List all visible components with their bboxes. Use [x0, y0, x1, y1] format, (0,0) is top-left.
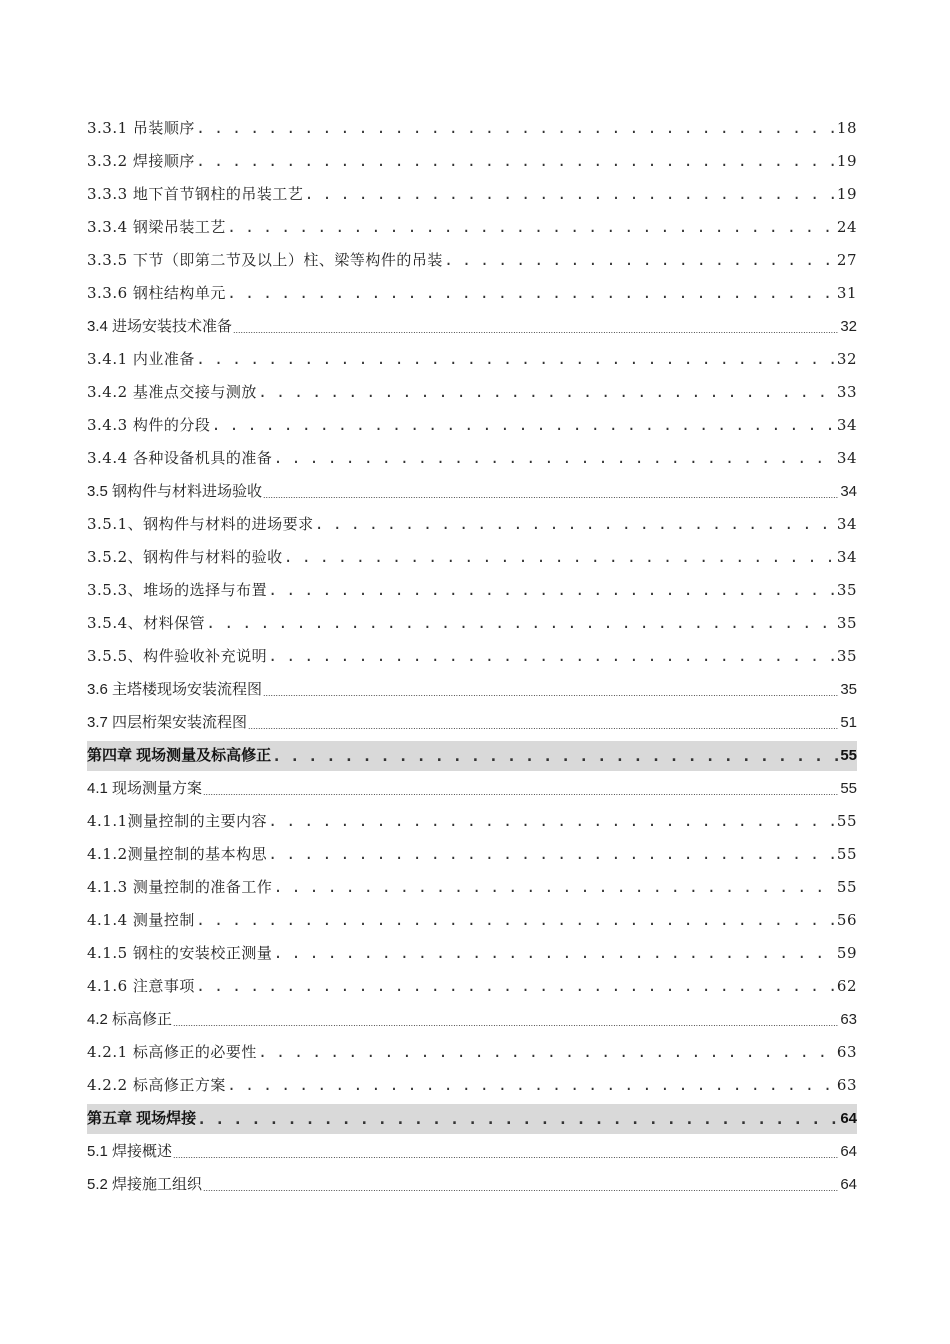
- dot-leader: [268, 805, 835, 838]
- toc-entry[interactable]: [87, 277, 857, 310]
- toc-entry-title: 3.3.6 钢柱结构单元: [87, 284, 226, 302]
- toc-entry-title: 3.3.4 钢梁吊装工艺: [87, 218, 226, 236]
- toc-entry[interactable]: [87, 178, 857, 211]
- toc-entry-title: 3.5.4、材料保管: [87, 614, 206, 632]
- toc-entry-title: 4.1.4 测量控制: [87, 911, 195, 929]
- dot-leader: [315, 508, 835, 541]
- toc-entry-page-number: 35: [836, 647, 857, 665]
- toc-entry[interactable]: [87, 211, 857, 244]
- toc-entry-title: 3.4.3 构件的分段: [87, 416, 211, 434]
- dot-leader: [203, 779, 838, 805]
- toc-entry-page-number: 56: [836, 911, 857, 929]
- dot-leader: [196, 112, 835, 145]
- toc-entry-title: 4.1.2测量控制的基本构思: [87, 845, 268, 863]
- dot-leader: [227, 211, 835, 244]
- toc-entry[interactable]: [87, 1036, 857, 1069]
- dot-leader: [248, 713, 838, 739]
- toc-entry-title: 3.5.5、构件验收补充说明: [87, 647, 268, 665]
- toc-entry[interactable]: [87, 904, 857, 937]
- toc-entry-title: 4.1 现场测量方案: [87, 780, 203, 797]
- toc-entry-title: 3.3.2 焊接顺序: [87, 152, 195, 170]
- toc-entry-page-number: 33: [836, 383, 857, 401]
- toc-entry-page-number: 27: [836, 251, 857, 269]
- toc-entry-title: 3.3.5 下节（即第二节及以上）柱、梁等构件的吊装: [87, 251, 443, 269]
- toc-entry-title: 3.4.2 基准点交接与测放: [87, 383, 257, 401]
- toc-entry[interactable]: [87, 442, 857, 475]
- dot-leader: [196, 343, 835, 376]
- toc-entry[interactable]: [87, 970, 857, 1003]
- toc-entry-title: 第四章 现场测量及标高修正: [87, 747, 272, 764]
- toc-entry-title: 3.6 主塔楼现场安装流程图: [87, 681, 263, 698]
- toc-entry[interactable]: [87, 574, 857, 607]
- toc-entry-title: 4.1.6 注意事项: [87, 977, 195, 995]
- dot-leader: [268, 574, 835, 607]
- toc-entry[interactable]: [87, 706, 857, 739]
- toc-entry-page-number: 34: [836, 515, 857, 533]
- dot-leader: [206, 607, 835, 640]
- toc-entry-page-number: 19: [836, 152, 857, 170]
- toc-entry[interactable]: [87, 1135, 857, 1168]
- toc-entry-page-number: 31: [836, 284, 857, 302]
- toc-entry-page-number: 35: [836, 614, 857, 632]
- toc-entry-title: 4.1.1测量控制的主要内容: [87, 812, 268, 830]
- toc-entry-title: 3.7 四层桁架安装流程图: [87, 714, 248, 731]
- dot-leader: [233, 317, 838, 343]
- toc-entry-title: 3.4 进场安装技术准备: [87, 318, 233, 335]
- toc-entry-title: 第五章 现场焊接: [87, 1110, 197, 1127]
- toc-entry[interactable]: [87, 112, 857, 145]
- toc-entry-title: 3.3.3 地下首节钢柱的吊装工艺: [87, 185, 304, 203]
- toc-entry[interactable]: [87, 1069, 857, 1102]
- toc-entry-title: 5.1 焊接概述: [87, 1143, 173, 1160]
- dot-leader: [268, 838, 835, 871]
- toc-entry-page-number: 18: [836, 119, 857, 137]
- toc-entry-page-number: 19: [836, 185, 857, 203]
- toc-entry[interactable]: [87, 541, 857, 574]
- dot-leader: [196, 904, 835, 937]
- toc-entry-page-number: 35: [840, 681, 857, 698]
- toc-entry-page-number: 64: [840, 1143, 857, 1160]
- toc-entry-page-number: 24: [836, 218, 857, 236]
- dot-leader: [273, 871, 834, 904]
- dot-leader: [258, 1036, 835, 1069]
- dot-leader: [227, 1069, 835, 1102]
- dot-leader: [227, 277, 835, 310]
- toc-entry[interactable]: [87, 640, 857, 673]
- toc-chapter-entry[interactable]: [87, 741, 857, 771]
- toc-entry-page-number: 55: [840, 747, 857, 764]
- dot-leader: [196, 970, 835, 1003]
- dot-leader: [173, 1010, 838, 1036]
- toc-entry[interactable]: [87, 607, 857, 640]
- toc-entry-page-number: 64: [840, 1110, 857, 1127]
- toc-entry-title: 3.5 钢构件与材料进场验收: [87, 483, 263, 500]
- toc-entry[interactable]: [87, 310, 857, 343]
- dot-leader: [272, 741, 838, 771]
- toc-entry[interactable]: [87, 508, 857, 541]
- dot-leader: [273, 442, 834, 475]
- toc-entry-page-number: 64: [840, 1176, 857, 1193]
- dot-leader: [263, 680, 838, 706]
- toc-entry-page-number: 34: [836, 449, 857, 467]
- toc-entry[interactable]: [87, 343, 857, 376]
- dot-leader: [258, 376, 835, 409]
- toc-entry-title: 3.5.2、钢构件与材料的验收: [87, 548, 283, 566]
- toc-entry-page-number: 63: [836, 1076, 857, 1094]
- toc-entry-title: 3.5.1、钢构件与材料的进场要求: [87, 515, 314, 533]
- toc-entry-title: 3.5.3、堆场的选择与布置: [87, 581, 268, 599]
- toc-entry[interactable]: [87, 937, 857, 970]
- toc-entry-page-number: 55: [836, 845, 857, 863]
- dot-leader: [284, 541, 835, 574]
- table-of-contents: [87, 112, 857, 1201]
- toc-entry-page-number: 55: [840, 780, 857, 797]
- toc-entry-page-number: 59: [836, 944, 857, 962]
- toc-entry-page-number: 35: [836, 581, 857, 599]
- toc-chapter-entry[interactable]: [87, 1104, 857, 1134]
- toc-entry-page-number: 34: [836, 416, 857, 434]
- toc-entry[interactable]: [87, 475, 857, 508]
- toc-entry-page-number: 62: [836, 977, 857, 995]
- toc-entry-title: 4.1.5 钢柱的安装校正测量: [87, 944, 273, 962]
- toc-entry[interactable]: [87, 772, 857, 805]
- toc-entry-title: 4.1.3 测量控制的准备工作: [87, 878, 273, 896]
- toc-entry-page-number: 55: [836, 812, 857, 830]
- toc-entry[interactable]: [87, 145, 857, 178]
- toc-entry-page-number: 63: [836, 1043, 857, 1061]
- toc-entry[interactable]: [87, 1003, 857, 1036]
- toc-entry-title: 4.2.2 标高修正方案: [87, 1076, 226, 1094]
- toc-entry[interactable]: [87, 244, 857, 277]
- toc-entry[interactable]: [87, 805, 857, 838]
- toc-entry-page-number: 32: [840, 318, 857, 335]
- toc-entry-page-number: 34: [840, 483, 857, 500]
- toc-entry-title: 4.2 标高修正: [87, 1011, 173, 1028]
- toc-entry[interactable]: [87, 376, 857, 409]
- dot-leader: [211, 409, 834, 442]
- toc-entry[interactable]: [87, 1168, 857, 1201]
- dot-leader: [196, 145, 835, 178]
- toc-entry-page-number: 63: [840, 1011, 857, 1028]
- toc-entry-page-number: 51: [840, 714, 857, 731]
- toc-entry-title: 3.4.1 内业准备: [87, 350, 195, 368]
- toc-entry-title: 5.2 焊接施工组织: [87, 1176, 203, 1193]
- toc-entry-title: 4.2.1 标高修正的必要性: [87, 1043, 257, 1061]
- dot-leader: [197, 1104, 838, 1134]
- toc-entry-page-number: 32: [836, 350, 857, 368]
- dot-leader: [263, 482, 838, 508]
- dot-leader: [444, 244, 835, 277]
- toc-entry[interactable]: [87, 838, 857, 871]
- toc-entry[interactable]: [87, 673, 857, 706]
- toc-entry-title: 3.3.1 吊装顺序: [87, 119, 195, 137]
- toc-entry-page-number: 55: [836, 878, 857, 896]
- toc-entry[interactable]: [87, 871, 857, 904]
- dot-leader: [304, 178, 834, 211]
- dot-leader: [203, 1175, 838, 1201]
- toc-entry-page-number: 34: [836, 548, 857, 566]
- dot-leader: [173, 1142, 838, 1168]
- dot-leader: [273, 937, 834, 970]
- dot-leader: [268, 640, 835, 673]
- toc-entry[interactable]: [87, 409, 857, 442]
- toc-entry-title: 3.4.4 各种设备机具的准备: [87, 449, 273, 467]
